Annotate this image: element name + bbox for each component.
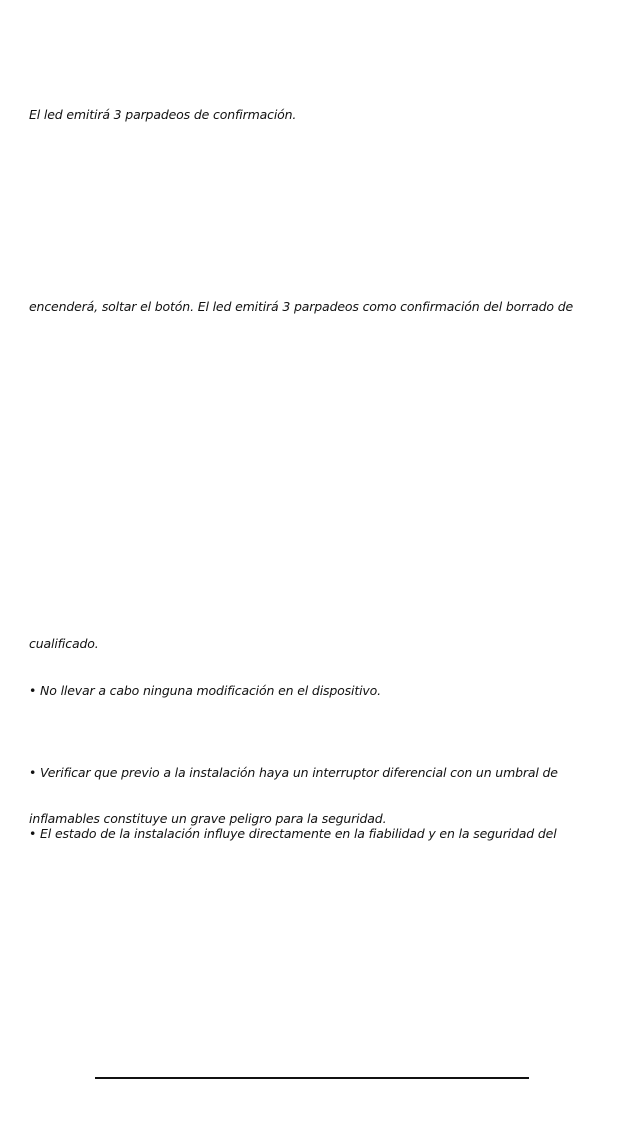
text-line-no-modification: • No llevar a cabo ninguna modificación en el dispositivo. (29, 683, 382, 698)
text-line-differential-switch: • Verificar que previo a la instalación haya un interruptor diferencial con un umbral de (29, 765, 558, 780)
text-line-flammables-danger: inflamables constituye un grave peligro para la seguridad. (29, 811, 387, 826)
text-line-installation-state: • El estado de la instalación influye directamente en la fiabilidad y en la seguridad del (29, 826, 557, 841)
text-line-release-button: encenderá, soltar el botón. El led emitirá 3 parpadeos como confirmación del borrado de (29, 299, 574, 314)
footer-divider (95, 1077, 529, 1079)
text-line-qualified: cualificado. (29, 636, 99, 651)
text-line-led-confirmation: El led emitirá 3 parpadeos de confirmación. (29, 107, 297, 122)
